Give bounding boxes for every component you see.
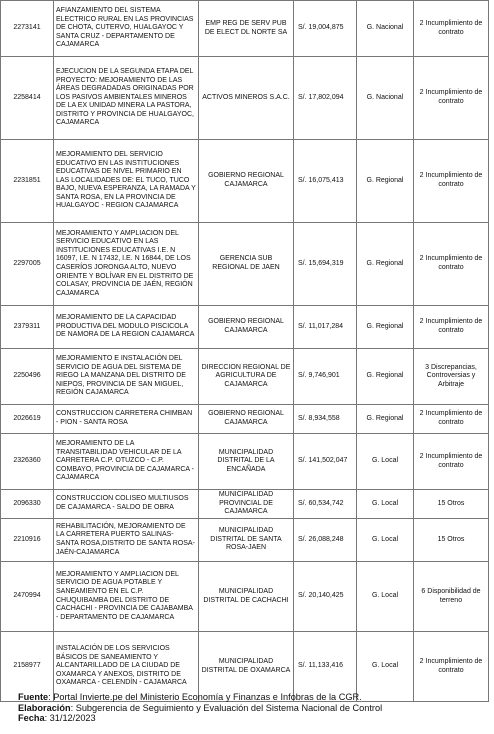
executing-entity: ACTIVOS MINEROS S.A.C.	[199, 57, 294, 140]
project-description: MEJORAMIENTO DE LA TRANSITABILIDAD VEHICULAR DE LA CARRETERA C.P. OTUZCO - C.P. COMBAYO, PROVINCIA DE CAJAMARCA - CAJAMARCA	[54, 434, 199, 490]
project-amount: S/. 19,004,875	[294, 1, 357, 57]
source-footer	[18, 692, 382, 724]
government-level: G. Local	[357, 519, 414, 562]
table-row	[1, 1, 489, 57]
stoppage-cause: 2 Incumplimiento de contrato	[414, 57, 489, 140]
government-level: G. Regional	[357, 140, 414, 223]
project-amount: S/. 17,802,094	[294, 57, 357, 140]
project-description: EJECUCION DE LA SEGUNDA ETAPA DEL PROYECTO: MEJORAMIENTO DE LAS ÁREAS DEGRADADAS ORIGINADAS POR LOS PASIVOS AMBIENTALES MINEROS DE LA EX UNIDAD MINERA LA PASTORA, DISTRITO Y PROVINCIA DE HUALGAYOC, CAJAMARCA	[54, 57, 199, 140]
elaboration-line	[18, 703, 382, 714]
project-amount: S/. 15,694,319	[294, 223, 357, 306]
stoppage-cause: 2 Incumplimiento de contrato	[414, 434, 489, 490]
source-line	[18, 692, 382, 703]
executing-entity: GOBIERNO REGIONAL CAJAMARCA	[199, 405, 294, 434]
project-code: 2210916	[1, 519, 54, 562]
project-description: MEJORAMIENTO Y AMPLIACION DEL SERVICIO EDUCATIVO EN LAS INSTITUCIONES EDUCATIVAS I.E. N 16097, I.E. N 17432, I.E. N 16844, DE LOS CASERÍOS JORONGA ALTO, NUEVO ORIENTE Y BOLÍVAR EN EL DISTRITO DE COLASAY, PROVINCIA DE JAÉN, REGIÓN CAJAMARCA	[54, 223, 199, 306]
table-row	[1, 306, 489, 349]
government-level: G. Nacional	[357, 1, 414, 57]
project-amount: S/. 20,140,425	[294, 562, 357, 632]
table-row	[1, 223, 489, 306]
table-row	[1, 349, 489, 405]
project-code: 2258414	[1, 57, 54, 140]
source-text: : Portal Invierte.pe del Ministerio Economía y Finanzas e Infobras de la CGR.	[48, 692, 362, 702]
government-level: G. Local	[357, 562, 414, 632]
project-description: MEJORAMIENTO DEL SERVICIO EDUCATIVO EN LAS INSTITUCIONES EDUCATIVAS DE NIVEL PRIMARIO EN LAS LOCALIDADES DE: EL TUCO, TUCO BAJO, NUEVA ESPERANZA, LA RAMADA Y SANTA ROSA, EN LA PROVINCIA DE HUALGAYOC - REGION CAJAMARCA	[54, 140, 199, 223]
stoppage-cause: 3 Discrepancias, Controversias y Arbitraje	[414, 349, 489, 405]
table-row	[1, 57, 489, 140]
table-row	[1, 405, 489, 434]
executing-entity: GOBIERNO REGIONAL CAJAMARCA	[199, 140, 294, 223]
project-description: MEJORAMIENTO DE LA CAPACIDAD PRODUCTIVA DEL MODULO PISCICOLA DE NAMORA DE LA REGION CAJAMARCA	[54, 306, 199, 349]
table-row	[1, 562, 489, 632]
project-amount: S/. 11,017,284	[294, 306, 357, 349]
elaboration-text: : Subgerencia de Seguimiento y Evaluación del Sistema Nacional de Control	[70, 702, 383, 713]
project-amount: S/. 60,534,742	[294, 490, 357, 519]
project-amount: S/. 8,934,558	[294, 405, 357, 434]
project-description: MEJORAMIENTO E INSTALACIÓN DEL SERVICIO DE AGUA DEL SISTEMA DE RIEGO LA MANZANA DEL DISTRITO DE NIEPOS, PROVINCIA DE SAN MIGUEL, REGIÓN CAJAMARCA	[54, 349, 199, 405]
stoppage-cause: 2 Incumplimiento de contrato	[414, 140, 489, 223]
stoppage-cause: 2 Incumplimiento de contrato	[414, 223, 489, 306]
project-description: MEJORAMIENTO Y AMPLIACION DEL SERVICIO DE AGUA POTABLE Y SANEAMIENTO EN EL C.P. CHUQUIBAMBA DEL DISTRITO DE CACHACHI - PROVINCIA DE CAJABAMBA - DEPARTAMENTO DE CAJAMARCA	[54, 562, 199, 632]
date-line	[18, 713, 382, 724]
stoppage-cause: 2 Incumplimiento de contrato	[414, 1, 489, 57]
table-row	[1, 434, 489, 490]
government-level: G. Nacional	[357, 57, 414, 140]
project-code: 2158977	[1, 632, 54, 702]
project-code: 2297005	[1, 223, 54, 306]
project-description: CONSTRUCCION COLISEO MULTIUSOS DE CAJAMARCA - SALDO DE OBRA	[54, 490, 199, 519]
government-level: G. Regional	[357, 306, 414, 349]
project-amount: S/. 26,088,248	[294, 519, 357, 562]
executing-entity: MUNICIPALIDAD DISTRITAL DE OXAMARCA	[199, 632, 294, 702]
government-level: G. Regional	[357, 405, 414, 434]
project-code: 2096330	[1, 490, 54, 519]
executing-entity: GOBIERNO REGIONAL CAJAMARCA	[199, 306, 294, 349]
source-label: Fuente	[18, 692, 49, 702]
project-code: 2326360	[1, 434, 54, 490]
table-row	[1, 519, 489, 562]
project-code: 2273141	[1, 1, 54, 57]
government-level: G. Regional	[357, 349, 414, 405]
projects-table-body	[1, 1, 489, 702]
executing-entity: MUNICIPALIDAD DISTRITAL DE CACHACHI	[199, 562, 294, 632]
government-level: G. Local	[357, 434, 414, 490]
executing-entity: EMP REG DE SERV PUB DE ELECT DL NORTE SA	[199, 1, 294, 57]
government-level: G. Local	[357, 490, 414, 519]
table-row	[1, 632, 489, 702]
executing-entity: GERENCIA SUB REGIONAL DE JAEN	[199, 223, 294, 306]
project-description: AFIANZAMIENTO DEL SISTEMA ELECTRICO RURAL EN LAS PROVINCIAS DE CHOTA, CUTERVO, HUALGAYOC Y SANTA CRUZ - DEPARTAMENTO DE CAJAMARCA	[54, 1, 199, 57]
stoppage-cause: 15 Otros	[414, 490, 489, 519]
project-amount: S/. 11,133,416	[294, 632, 357, 702]
executing-entity: MUNICIPALIDAD PROVINCIAL DE CAJAMARCA	[199, 490, 294, 519]
table-row	[1, 140, 489, 223]
government-level: G. Local	[357, 632, 414, 702]
project-amount: S/. 9,746,901	[294, 349, 357, 405]
project-code: 2379311	[1, 306, 54, 349]
project-code: 2026619	[1, 405, 54, 434]
date-label: Fecha	[18, 713, 45, 723]
stoppage-cause: 2 Incumplimiento de contrato	[414, 405, 489, 434]
project-code: 2250496	[1, 349, 54, 405]
project-code: 2231851	[1, 140, 54, 223]
executing-entity: DIRECCION REGIONAL DE AGRICULTURA DE CAJAMARCA	[199, 349, 294, 405]
executing-entity: MUNICIPALIDAD DISTRITAL DE SANTA ROSA-JAEN	[199, 519, 294, 562]
project-description: INSTALACIÓN DE LOS SERVICIOS BÁSICOS DE SANEAMIENTO Y ALCANTARILLADO DE LA CIUDAD DE OXAMARCA Y ANEXOS, DISTRITO DE OXAMARCA - CELENDÍN - CAJAMARCA	[54, 632, 199, 702]
stoppage-cause: 2 Incumplimiento de contrato	[414, 306, 489, 349]
stoppage-cause: 15 Otros	[414, 519, 489, 562]
date-text: : 31/12/2023	[44, 713, 96, 723]
executing-entity: MUNICIPALIDAD DISTRITAL DE LA ENCAÑADA	[199, 434, 294, 490]
project-description: REHABILITACIÓN, MEJORAMIENTO DE LA CARRETERA PUERTO SALINAS-SANTA ROSA,DISTRITO DE SANTA ROSA-JAÉN-CAJAMARCA	[54, 519, 199, 562]
project-description: CONSTRUCCION CARRETERA CHIMBAN - PION - SANTA ROSA	[54, 405, 199, 434]
project-amount: S/. 16,075,413	[294, 140, 357, 223]
elaboration-label: Elaboración	[18, 702, 71, 713]
stoppage-cause: 2 Incumplimiento de contrato	[414, 632, 489, 702]
table-row	[1, 490, 489, 519]
project-code: 2470994	[1, 562, 54, 632]
stoppage-cause: 6 Disponibilidad de terreno	[414, 562, 489, 632]
government-level: G. Regional	[357, 223, 414, 306]
project-amount: S/. 141,502,047	[294, 434, 357, 490]
